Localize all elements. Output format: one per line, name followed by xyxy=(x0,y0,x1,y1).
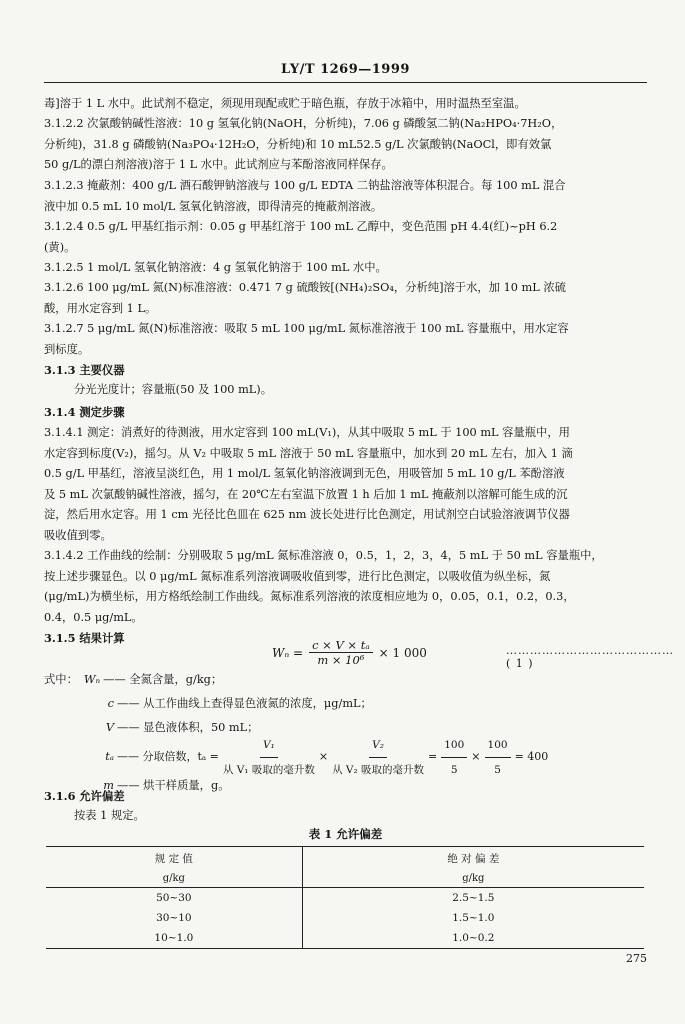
aliquot-fraction-2 xyxy=(332,733,424,782)
table-cell: 2.5~1.5 xyxy=(452,892,495,904)
section-heading: 3.1.3 主要仪器 xyxy=(44,363,125,377)
definition-text: —— 显色液体积，50 mL； xyxy=(117,721,259,734)
table-cell: 50~30 xyxy=(46,888,302,909)
text-line: 3.1.2.6 100 μg/mL 氮(N)标准溶液：0.471 7 g 硫酸铵[(NH₄)₂SO₄，分析纯]溶于水，加 10 mL 浓硫 xyxy=(44,281,566,294)
equation-lhs: Wₙ = xyxy=(272,645,304,660)
column-header-absolute-deviation: 绝 对 偏 差 xyxy=(302,847,644,870)
section-tolerance-text xyxy=(44,806,644,827)
text-line: 淀，然后用水定容。用 1 cm 光径比色皿在 625 nm 波长处进行比色测定，用试剂空白试验溶液调节仪器 xyxy=(44,508,570,521)
fraction-denominator: 5 xyxy=(494,763,501,776)
table-unit-row xyxy=(46,869,644,888)
text-line: 及 5 mL 次氯酸钠碱性溶液，摇匀，在 20℃左右室温下放置 1 h 后加 1 mL 掩蔽剂以溶解可能生成的沉 xyxy=(44,487,568,501)
reagent-hypochlorite xyxy=(44,114,644,176)
text-line: 3.1.2.2 次氯酸钠碱性溶液：10 g 氢氧化钠(NaOH，分析纯)，7.06 g 磷酸氢二钠(Na₂HPO₄·7H₂O， xyxy=(44,117,563,130)
page-number: 275 xyxy=(626,952,647,965)
text-line: 0.4，0.5 μg/mL。 xyxy=(44,610,143,624)
equals-sign: = xyxy=(428,750,438,763)
procedure-calibration xyxy=(44,546,644,628)
definition-symbol: tₐ xyxy=(105,750,114,763)
aliquot-result: = 400 xyxy=(514,750,549,763)
text-line: 3.1.4.1 测定：消煮好的待测液，用水定容到 100 mL(V₁)，从其中吸取 5 mL 于 100 mL 容量瓶中，用 xyxy=(44,426,570,439)
section-heading: 3.1.4 测定步骤 xyxy=(44,405,125,419)
section-heading: 3.1.5 结果计算 xyxy=(44,631,125,645)
procedure-measurement xyxy=(44,423,644,546)
text-line: 吸收值到零。 xyxy=(44,528,112,542)
text-line: 0.5 g/L 甲基红，溶液呈淡红色，用 1 mol/L 氢氧化钠溶液调到无色，用吸管加 5 mL 10 g/L 苯酚溶液 xyxy=(44,467,565,480)
text-line: 酸，用水定容到 1 L。 xyxy=(44,301,157,315)
table-cell: 10~1.0 xyxy=(46,928,302,949)
text-line: 分析纯)，31.8 g 磷酸钠(Na₃PO₄·12H₂O，分析纯)和 10 mL52.5 g/L 次氯酸钠(NaOCl，即有效氯 xyxy=(44,137,552,151)
table-cell: 30~10 xyxy=(46,908,302,928)
text-line: (μg/mL)为横坐标，用方格纸绘制工作曲线。氮标准系列溶液的浓度相应地为 0，0.05，0.1，0.2，0.3， xyxy=(44,590,575,603)
equation-total-nitrogen xyxy=(272,638,427,667)
standard-header: LY/T 1269—1999 xyxy=(281,62,410,77)
reagent-masking xyxy=(44,176,644,217)
equation-multiplier: × 1 000 xyxy=(378,645,427,660)
equation-number: ……………………………………( 1 ) xyxy=(506,644,674,670)
times-sign: × xyxy=(318,750,329,763)
definition-text: —— 烘干样质量，g。 xyxy=(117,779,230,792)
text-line: 3.1.2.5 1 mol/L 氢氧化钠溶液：4 g 氢氧化钠溶于 100 mL 水中。 xyxy=(44,261,387,274)
text-line: 分光光度计；容量瓶(50 及 100 mL)。 xyxy=(74,383,273,396)
definition-text: —— 分取倍数，tₐ = xyxy=(117,750,219,763)
text-line: 3.1.2.4 0.5 g/L 甲基红指示剂：0.05 g 甲基红溶于 100 mL 乙醇中，变色范围 pH 4.4(红)~pH 6.2 xyxy=(44,220,558,233)
aliquot-fraction-3 xyxy=(441,733,467,782)
reagent-n-standard-100 xyxy=(44,278,644,319)
definition-text: —— 全氮含量，g/kg； xyxy=(103,673,223,686)
text-line: 毒]溶于 1 L 水中。此试剂不稳定，须现用现配或贮于暗色瓶，存放于冰箱中，用时温热至室温。 xyxy=(44,97,526,110)
section-tolerance-heading xyxy=(44,786,644,807)
section-procedure-heading xyxy=(44,402,644,423)
text-line: 按上述步骤显色。以 0 μg/mL 氮标准系列溶液调吸收值到零，进行比色测定，以吸收值为纵坐标，氮 xyxy=(44,569,551,583)
table-row xyxy=(46,908,644,928)
definition-symbol: Wₙ xyxy=(83,673,101,686)
column-unit: g/kg xyxy=(302,869,644,888)
table-caption: 表 1 允许偏差 xyxy=(308,827,383,841)
table-cell: 1.5~1.0 xyxy=(452,912,495,924)
text-line: 50 g/L的漂白剂溶液)溶于 1 L 水中。此试剂应与苯酚溶液同样保存。 xyxy=(44,158,393,171)
text-line: (黄)。 xyxy=(44,240,76,254)
column-header-specified-value: 规 定 值 xyxy=(46,847,302,870)
header-rule xyxy=(44,82,647,83)
text-line: 按表 1 规定。 xyxy=(74,809,145,822)
reagent-n-standard-5 xyxy=(44,319,644,360)
section-instruments-heading xyxy=(44,360,644,381)
fraction-numerator: 100 xyxy=(485,733,511,758)
table-cell: 1.0~0.2 xyxy=(302,928,644,949)
fraction-denominator: 5 xyxy=(450,763,458,776)
definition-row xyxy=(44,668,548,692)
equation-denominator: m × 10⁶ xyxy=(317,653,365,667)
reagent-naoh xyxy=(44,258,644,279)
definition-symbol: V xyxy=(105,721,114,734)
text-line: 水定容到标度(V₂)，摇匀。从 V₂ 中吸取 5 mL 溶液于 50 mL 容量瓶中，加水到 20 mL 左右，加入 1 滴 xyxy=(44,446,573,460)
definition-text: —— 从工作曲线上查得显色液氮的浓度，μg/mL； xyxy=(117,697,372,710)
definition-symbol: m xyxy=(103,779,114,792)
definition-row-aliquot xyxy=(44,740,548,774)
text-line: 3.1.2.3 掩蔽剂：400 g/L 酒石酸钾钠溶液与 100 g/L EDTA 二钠盐溶液等体积混合。每 100 mL 混合 xyxy=(44,179,566,192)
aliquot-fraction-1 xyxy=(223,733,315,782)
fraction-numerator: V₁ xyxy=(260,733,278,758)
fraction-denominator: 从 V₂ 吸取的毫升数 xyxy=(332,763,425,776)
column-unit: g/kg xyxy=(46,869,302,888)
section-instruments-text xyxy=(44,380,644,401)
equation-numerator: c × V × tₐ xyxy=(309,638,373,653)
table-row xyxy=(46,928,644,949)
fraction-denominator: 从 V₁ 吸取的毫升数 xyxy=(222,763,315,776)
variable-definitions xyxy=(44,668,548,798)
text-line: 到标度。 xyxy=(44,342,90,356)
text-line: 液中加 0.5 mL 10 mol/L 氢氧化钠溶液，即得清亮的掩蔽剂溶液。 xyxy=(44,199,383,213)
definitions-intro: 式中： xyxy=(44,673,78,686)
document-page xyxy=(44,0,674,1024)
table-row xyxy=(46,888,644,909)
aliquot-fraction-4 xyxy=(485,733,511,782)
fraction-numerator: 100 xyxy=(441,733,467,758)
tolerance-table xyxy=(46,846,644,949)
text-line: 3.1.4.2 工作曲线的绘制：分别吸取 5 μg/mL 氮标准溶液 0，0.5，1，2，3，4，5 mL 于 50 mL 容量瓶中， xyxy=(44,549,603,562)
section-heading: 3.1.6 允许偏差 xyxy=(44,789,125,803)
reagent-phenol-end xyxy=(44,94,644,115)
table-header-row xyxy=(46,847,644,870)
times-sign: × xyxy=(471,750,481,763)
definition-row xyxy=(44,692,548,716)
fraction-numerator: V₂ xyxy=(369,733,387,758)
reagent-methyl-red xyxy=(44,217,644,258)
text-line: 3.1.2.7 5 μg/mL 氮(N)标准溶液：吸取 5 mL 100 μg/mL 氮标准溶液于 100 mL 容量瓶中，用水定容 xyxy=(44,322,569,335)
definition-symbol: c xyxy=(107,697,114,710)
equation-fraction xyxy=(309,638,373,667)
